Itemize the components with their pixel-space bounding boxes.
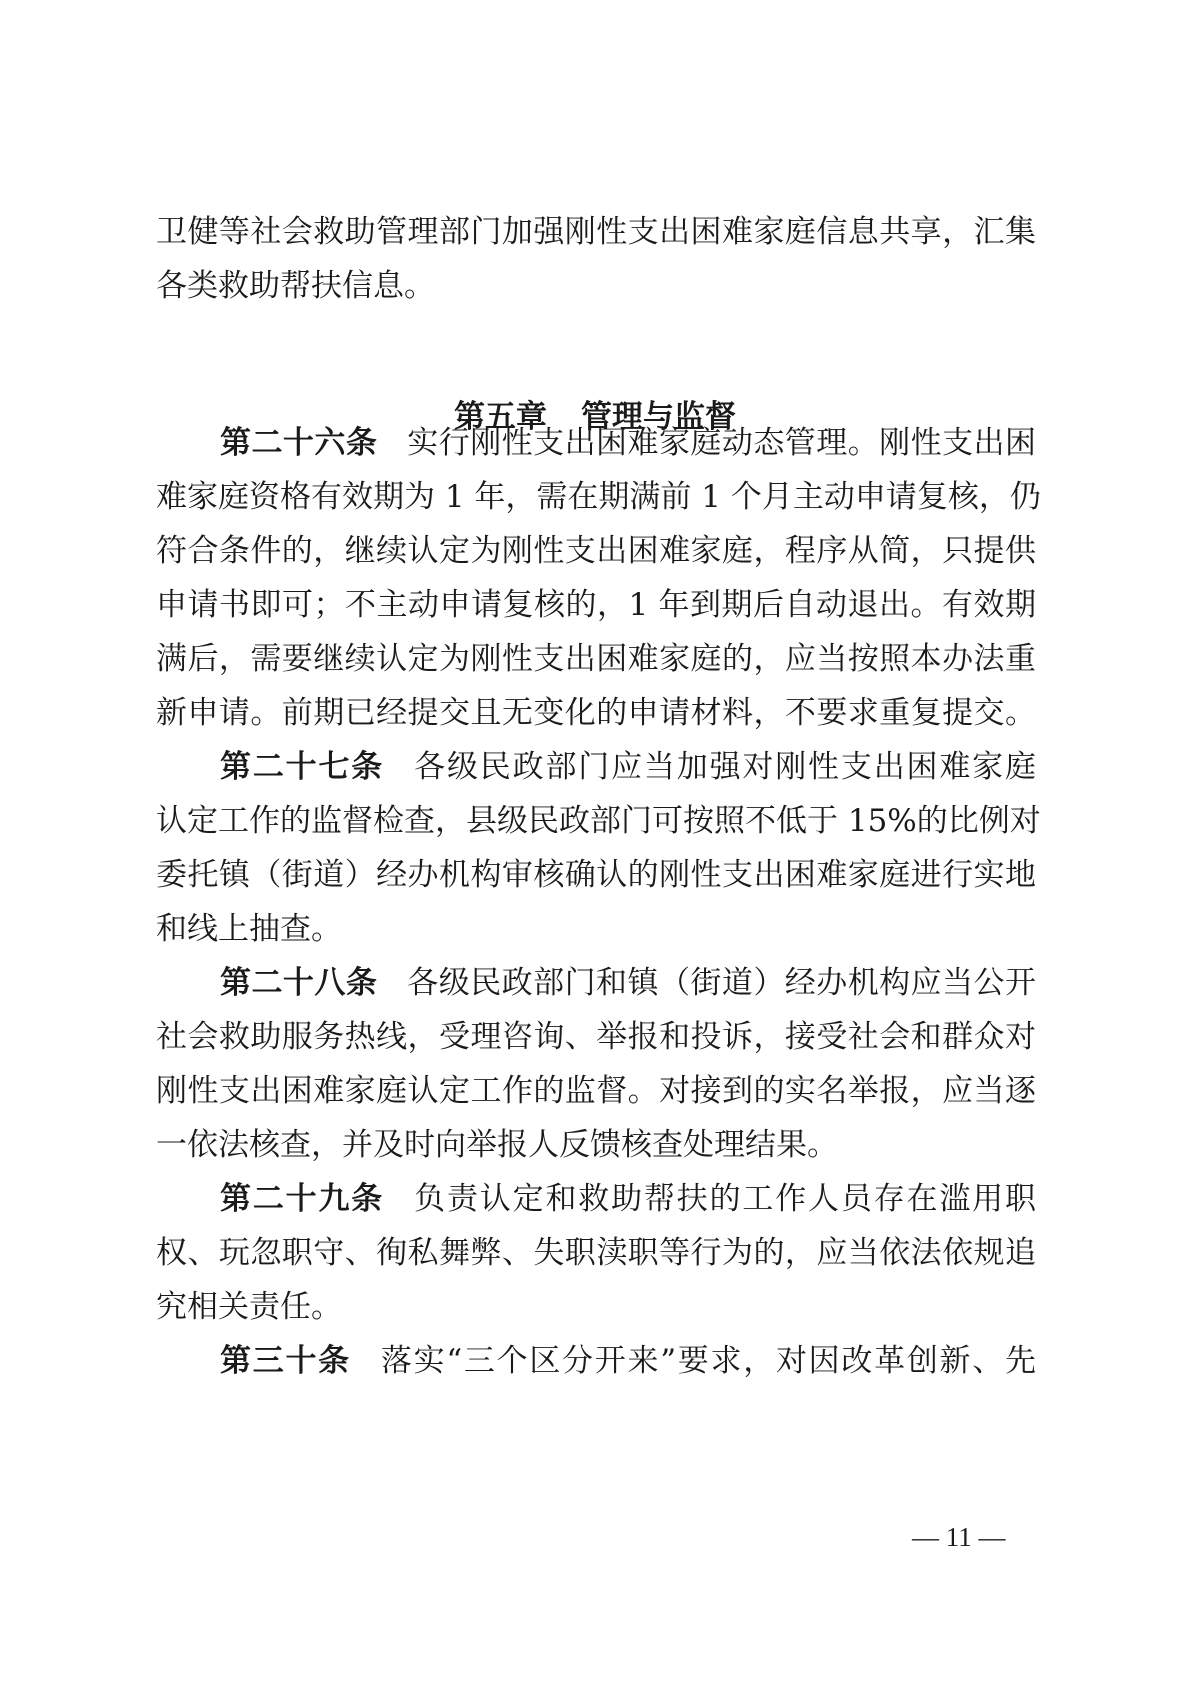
page-number: — 11 — — [912, 1522, 1006, 1552]
article-text: 各级民政部门和镇（街道）经办机构应当公开 — [407, 965, 1037, 1001]
chapter-title: 管理与监督 — [581, 399, 736, 435]
paragraph-line: 委托镇（街道）经办机构审核确认的刚性支出困难家庭进行实地 — [156, 857, 1036, 893]
article-27-first-line — [220, 747, 1036, 787]
article-heading: 第二十六条 — [220, 425, 378, 461]
article-text: 实行刚性支出困难家庭动态管理。刚性支出困 — [407, 425, 1037, 461]
paragraph-line: 一依法核查，并及时向举报人反馈核查处理结果。 — [156, 1127, 838, 1163]
paragraph-line: 和线上抽查。 — [156, 911, 342, 947]
paragraph-line: 难家庭资格有效期为 1 年，需在期满前 1 个月主动申请复核，仍 — [156, 479, 1041, 515]
article-heading: 第二十九条 — [220, 1181, 385, 1217]
paragraph-line: 新申请。前期已经提交且无变化的申请材料，不要求重复提交。 — [156, 695, 1036, 731]
paragraph-line: 符合条件的，继续认定为刚性支出困难家庭，程序从简，只提供 — [156, 533, 1036, 569]
paragraph-line: 社会救助服务热线，受理咨询、举报和投诉，接受社会和群众对 — [156, 1019, 1036, 1055]
paragraph-line: 认定工作的监督检查，县级民政部门可按照不低于 15%的比例对 — [156, 803, 1041, 839]
article-text: 落实“三个区分开来”要求，对因改革创新、先 — [380, 1343, 1036, 1379]
paragraph-line: 刚性支出困难家庭认定工作的监督。对接到的实名举报，应当逐 — [156, 1073, 1036, 1109]
article-28-first-line — [220, 963, 1036, 1003]
article-text: 各级民政部门应当加强对刚性支出困难家庭 — [414, 749, 1037, 785]
article-30-first-line — [220, 1341, 1036, 1381]
paragraph-line: 申请书即可；不主动申请复核的，1 年到期后自动退出。有效期 — [156, 587, 1036, 623]
article-26-first-line — [220, 423, 1036, 463]
article-text: 负责认定和救助帮扶的工作人员存在滥用职 — [414, 1181, 1037, 1217]
paragraph-line: 满后，需要继续认定为刚性支出困难家庭的，应当按照本办法重 — [156, 641, 1036, 677]
article-heading: 第三十条 — [220, 1343, 351, 1379]
paragraph-line: 各类救助帮扶信息。 — [156, 268, 435, 304]
article-29-first-line — [220, 1179, 1036, 1219]
paragraph-line: 究相关责任。 — [156, 1289, 342, 1325]
article-heading: 第二十八条 — [220, 965, 378, 1001]
chapter-number: 第五章 — [454, 399, 547, 435]
paragraph-line: 权、玩忽职守、徇私舞弊、失职渎职等行为的，应当依法依规追 — [156, 1235, 1036, 1271]
paragraph-line: 卫健等社会救助管理部门加强刚性支出困难家庭信息共享，汇集 — [156, 214, 1036, 250]
article-heading: 第二十七条 — [220, 749, 385, 785]
